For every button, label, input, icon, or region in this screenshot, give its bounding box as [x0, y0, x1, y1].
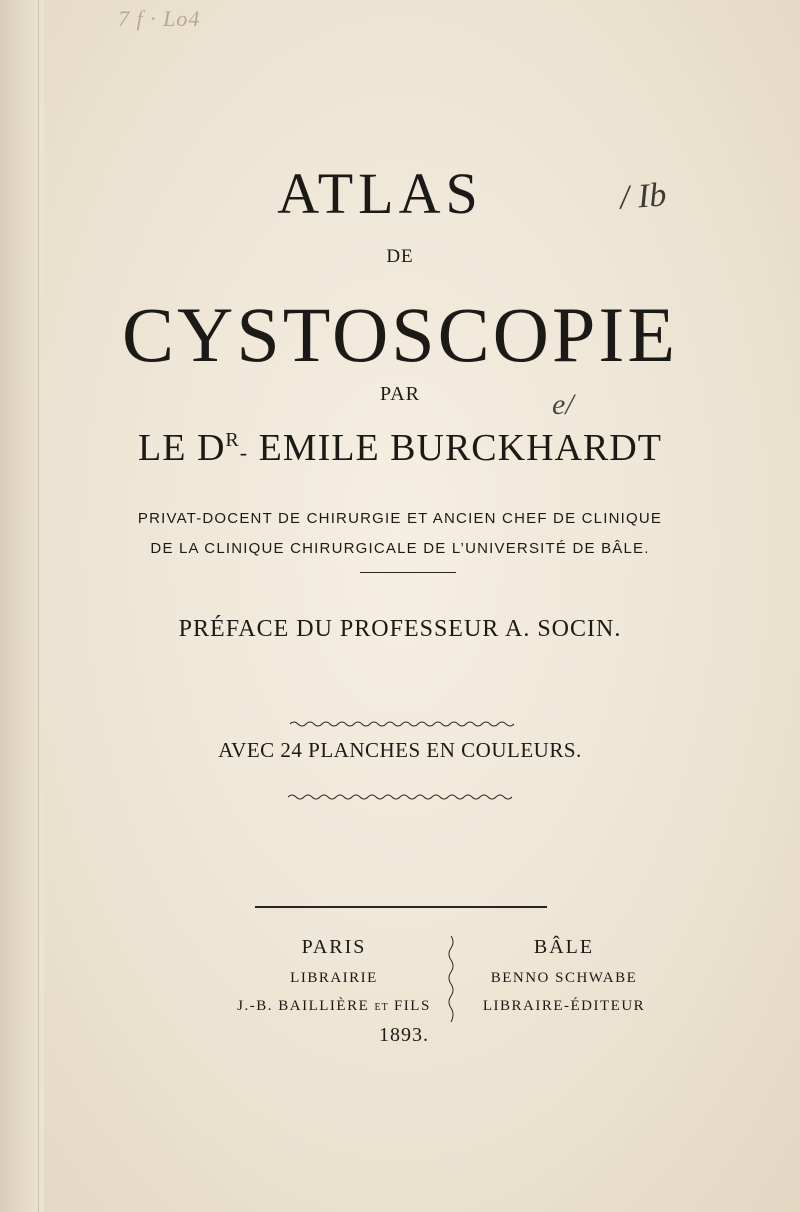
publisher-paris-name: J.-B. BAILLIÈRE: [237, 998, 375, 1014]
wavy-ornament-bottom: [288, 793, 516, 801]
publisher-paris-line1: LIBRAIRIE: [290, 970, 378, 986]
author-surname: EMILE BURCKHARDT: [248, 427, 662, 469]
publisher-paris-et: ET: [374, 1002, 389, 1013]
publisher-bale-city: BÂLE: [533, 936, 595, 958]
author-abbr-dot: -: [239, 440, 249, 465]
preface-line: PRÉFACE DU PROFESSEUR A. SOCIN.: [178, 616, 622, 642]
publication-year: 1893.: [379, 1024, 429, 1046]
publisher-paris: [222, 930, 446, 1020]
wavy-ornament-top: [290, 720, 516, 728]
handwritten-signature-mark: e/: [552, 388, 574, 421]
plates-line: AVEC 24 PLANCHES EN COULEURS.: [218, 738, 582, 762]
title-de: DE: [386, 246, 414, 267]
publisher-paris-line2: [222, 992, 446, 1020]
pencil-corner-note: 7 f · Lo4: [118, 6, 201, 31]
affiliation-line-1: PRIVAT-DOCENT DE CHIRURGIE ET ANCIEN CHEF DE CLINIQUE: [137, 510, 663, 527]
author-name: [0, 426, 800, 470]
publisher-bale-line1: BENNO SCHWABE: [490, 970, 638, 986]
publisher-paris-fils: FILS: [388, 998, 431, 1014]
publisher-paris-city: PARIS: [301, 936, 367, 958]
byline-par: PAR: [379, 383, 421, 405]
author-prefix: LE D: [138, 427, 226, 469]
title-atlas: ATLAS: [277, 161, 483, 226]
publisher-bale: [452, 930, 676, 1020]
title-cystoscopie: CYSTOSCOPIE: [121, 291, 679, 378]
handwritten-pen-note: / Ib: [618, 176, 668, 217]
publisher-bale-line2: LIBRAIRE-ÉDITEUR: [482, 998, 646, 1014]
author-sup: R: [225, 429, 240, 451]
divider-rule: [360, 572, 456, 573]
affiliation-line-2: DE LA CLINIQUE CHIRURGICALE DE L’UNIVERSITÉ DE BÂLE.: [150, 540, 650, 557]
publisher-rule: [255, 906, 547, 908]
